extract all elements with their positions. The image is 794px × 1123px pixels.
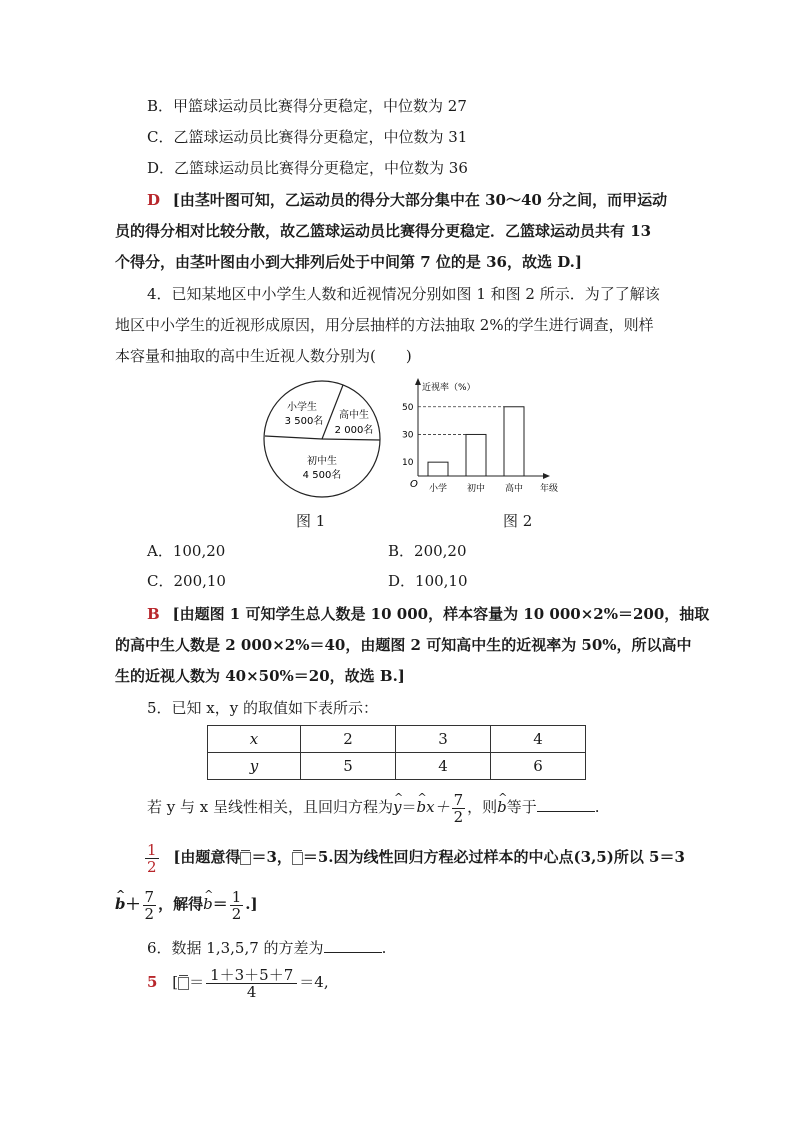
q4-stem-line3: 本容量和抽取的高中生近视人数分别为( )	[115, 347, 412, 365]
q5-cond-post: ，则	[467, 798, 498, 816]
q4-stem-line2: 地区中小学生的近视形成原因，用分层抽样的方法抽取 2%的学生进行调查，则样	[115, 316, 654, 334]
bar-小学	[428, 462, 448, 476]
fraction-denominator: 2	[453, 807, 464, 826]
fraction-denominator: 2	[144, 904, 155, 923]
q5-expl2-eq: ＝	[212, 895, 228, 913]
fraction-7-2-b	[143, 889, 157, 922]
q5-answer-fraction	[145, 842, 159, 875]
q6-expl-eq: ＝	[189, 973, 205, 991]
pie-slice-count-primary: 3 500名	[284, 416, 324, 427]
q3-option-d: D．乙篮球运动员比赛得分更稳定，中位数为 36	[147, 159, 468, 177]
q5-cond-end: 等于	[506, 798, 537, 816]
xy-table	[207, 725, 586, 780]
q4-option-b: B．200,20	[388, 542, 467, 560]
q5-condition	[147, 790, 600, 825]
q4-answer: B	[147, 605, 160, 623]
q4-explanation-line2: 的高中生人数是 2 000×2%＝40，由题图 2 可知高中生的近视率为 50%，所以高中	[115, 636, 692, 654]
fraction-1-2	[230, 889, 244, 922]
figure1-caption: 图 1	[296, 512, 326, 530]
q5-explanation-line1	[143, 838, 685, 876]
pie-slice-count-high: 2 000名	[334, 425, 374, 436]
q5-expl-a: [由题意得	[173, 848, 241, 866]
bar-高中	[504, 407, 524, 476]
pie-chart-figure1	[258, 378, 388, 500]
pie-slice-label-high: 高中生	[339, 410, 369, 421]
fraction-mean	[206, 967, 297, 1000]
y-hat: ^ y	[393, 790, 401, 824]
table-cell: 6	[491, 753, 586, 780]
x-axis-label: 年级	[540, 484, 559, 494]
q5-cond-pre: 若 y 与 x 呈线性相关，且回归方程为	[147, 798, 394, 816]
b-hat-4: ^ b	[203, 886, 213, 922]
b-hat: ^ b	[417, 790, 427, 824]
table-cell: y	[208, 753, 301, 780]
q6-answer: 5	[147, 973, 158, 991]
q6-stem-line	[147, 938, 386, 958]
q3-option-c: C．乙篮球运动员比赛得分更稳定，中位数为 31	[147, 128, 468, 146]
q5-eq: ＝	[401, 798, 417, 816]
q5-expl2-plus: ＋	[125, 895, 141, 913]
q5-expl2-end: .]	[245, 895, 258, 913]
fraction-denominator: 2	[147, 857, 157, 876]
q3-explanation-line2: 员的得分相对比较分散，故乙篮球运动员比赛得分更稳定．乙篮球运动员共有 13	[115, 222, 652, 240]
q4-stem-line1: 4．已知某地区中小学生人数和近视情况分别如图 1 和图 2 所示．为了了解该	[147, 285, 660, 303]
y-tick-label: 10	[402, 458, 414, 469]
q5-x-plus: x＋	[426, 798, 450, 816]
q5-explanation-line2	[115, 886, 258, 922]
fraction-numerator: 1＋3＋5＋7	[206, 967, 297, 984]
pie-divider-2	[322, 439, 380, 440]
q6-period: .	[381, 939, 387, 957]
y-bar-symbol	[292, 852, 303, 865]
y-axis-arrow	[415, 378, 421, 385]
answer-blank	[324, 938, 382, 953]
q4-expl1: [由题图 1 可知学生总人数是 10 000，样本容量为 10 000×2%＝200，抽取	[172, 605, 710, 623]
pie-divider-3	[265, 436, 322, 439]
table-cell: 4	[491, 726, 586, 753]
q5-period: .	[594, 798, 600, 816]
fraction-denominator: 2	[231, 904, 242, 923]
pie-slice-label-primary: 小学生	[287, 402, 317, 413]
answer-blank	[537, 797, 595, 812]
bar-初中	[466, 434, 486, 476]
q3-option-b: B．甲篮球运动员比赛得分更稳定，中位数为 27	[147, 97, 467, 115]
y-axis-label: 近视率（%）	[422, 383, 476, 393]
x-tick-label: 初中	[466, 484, 486, 494]
q6-expl-end: ＝4,	[299, 973, 329, 991]
figure2-caption: 图 2	[503, 512, 533, 530]
q3-expl1: [由茎叶图可知，乙运动员的得分大部分集中在 30～40 分之间，而甲运动	[172, 191, 668, 209]
fraction-numerator: 7	[144, 887, 155, 906]
origin-label: O	[410, 479, 418, 490]
q5-expl2-mid: ，解得	[158, 895, 204, 913]
q6-explanation	[147, 962, 329, 1002]
table-cell: 3	[396, 726, 491, 753]
bar-chart-figure2	[400, 376, 580, 502]
q4-option-a: A．100,20	[147, 542, 226, 560]
q5-stem: 5．已知 x，y 的取值如下表所示：	[147, 699, 379, 717]
pie-slice-count-middle: 4 500名	[302, 470, 342, 481]
q5-expl-c: ＝5.因为线性回归方程必过样本的中心点(3,5)所以 5＝3	[302, 848, 685, 866]
x-axis-arrow	[543, 473, 550, 479]
fraction-numerator: 7	[453, 790, 464, 809]
q3-explanation-line1	[147, 190, 667, 210]
q4-option-c: C．200,10	[147, 572, 226, 590]
fraction-7-2	[452, 792, 466, 825]
q3-explanation-line3: 个得分，由茎叶图由小到大排列后处于中间第 7 位的是 36，故选 D.]	[115, 253, 582, 271]
b-hat-2: ^ b	[497, 790, 507, 824]
q6-expl-open: [	[172, 973, 179, 991]
table-cell: 4	[396, 753, 491, 780]
q6-stem: 6．数据 1,3,5,7 的方差为	[147, 939, 324, 957]
table-cell: 5	[301, 753, 396, 780]
table-row	[208, 753, 586, 780]
x-bar-symbol	[178, 977, 189, 990]
q4-option-d: D．100,10	[388, 572, 468, 590]
fraction-numerator: 1	[231, 887, 242, 906]
y-tick-label: 30	[402, 430, 414, 441]
table-cell: x	[208, 726, 301, 753]
q4-explanation-line3: 生的近视人数为 40×50%＝20，故选 B.]	[115, 667, 405, 685]
fraction-denominator: 4	[246, 982, 257, 1001]
q3-answer: D	[147, 191, 161, 209]
y-tick-label: 50	[402, 402, 414, 413]
table-row	[208, 726, 586, 753]
b-hat-3: ^ b	[115, 886, 126, 922]
fraction-numerator: 1	[147, 840, 157, 859]
q5-expl-b: ＝3，	[251, 848, 292, 866]
x-tick-label: 小学	[428, 484, 448, 494]
q4-explanation-line1	[147, 604, 709, 624]
x-tick-label: 高中	[504, 484, 524, 494]
table-cell: 2	[301, 726, 396, 753]
x-bar-symbol	[240, 852, 251, 865]
pie-slice-label-middle: 初中生	[307, 456, 337, 467]
